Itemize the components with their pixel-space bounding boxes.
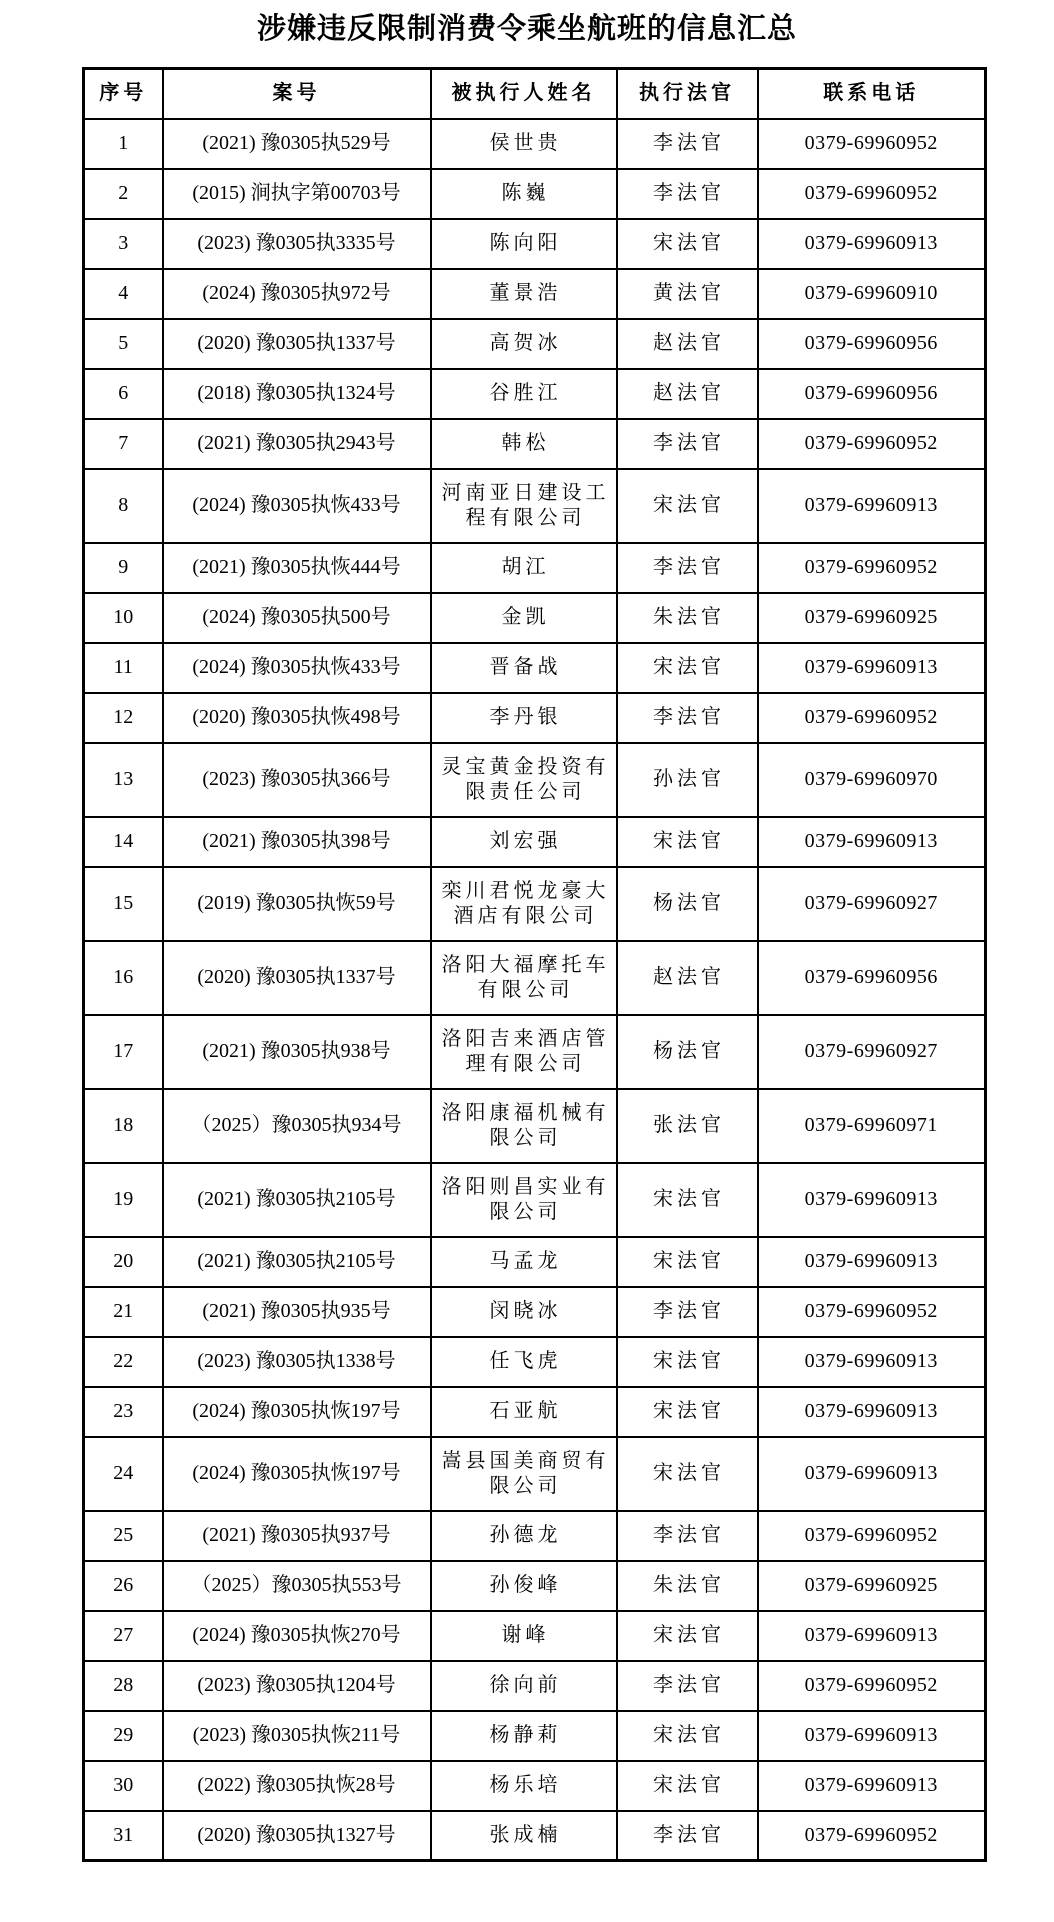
cell-phone: 0379-69960956 <box>758 319 986 369</box>
cell-seq: 20 <box>84 1237 163 1287</box>
cell-name: 高贺冰 <box>431 319 617 369</box>
cell-judge: 宋法官 <box>617 469 758 543</box>
cell-phone: 0379-69960971 <box>758 1089 986 1163</box>
table-row <box>84 1089 986 1163</box>
cell-seq: 10 <box>84 593 163 643</box>
cell-judge: 李法官 <box>617 119 758 169</box>
cell-phone: 0379-69960910 <box>758 269 986 319</box>
cell-judge: 赵法官 <box>617 369 758 419</box>
cell-case-no: (2024) 豫0305执恢197号 <box>163 1387 431 1437</box>
cell-judge: 宋法官 <box>617 1611 758 1661</box>
cell-case-no: （2025）豫0305执934号 <box>163 1089 431 1163</box>
cell-judge: 宋法官 <box>617 1437 758 1511</box>
cell-name: 孙俊峰 <box>431 1561 617 1611</box>
cell-seq: 14 <box>84 817 163 867</box>
table-row <box>84 1437 986 1511</box>
cell-judge: 宋法官 <box>617 1163 758 1237</box>
cell-seq: 29 <box>84 1711 163 1761</box>
table-row <box>84 469 986 543</box>
flight-violation-table <box>82 67 987 1862</box>
cell-name: 灵宝黄金投资有限责任公司 <box>431 743 617 817</box>
cell-judge: 李法官 <box>617 1811 758 1861</box>
cell-name: 陈向阳 <box>431 219 617 269</box>
cell-name: 孙德龙 <box>431 1511 617 1561</box>
cell-case-no: (2024) 豫0305执恢433号 <box>163 469 431 543</box>
cell-seq: 21 <box>84 1287 163 1337</box>
cell-phone: 0379-69960952 <box>758 1287 986 1337</box>
table-row <box>84 269 986 319</box>
cell-name: 洛阳则昌实业有限公司 <box>431 1163 617 1237</box>
header-case-no: 案号 <box>163 69 431 119</box>
cell-case-no: (2020) 豫0305执1337号 <box>163 319 431 369</box>
cell-name: 胡江 <box>431 543 617 593</box>
table-row <box>84 1163 986 1237</box>
cell-seq: 1 <box>84 119 163 169</box>
cell-case-no: (2021) 豫0305执恢444号 <box>163 543 431 593</box>
cell-case-no: (2019) 豫0305执恢59号 <box>163 867 431 941</box>
cell-name: 栾川君悦龙豪大酒店有限公司 <box>431 867 617 941</box>
cell-phone: 0379-69960927 <box>758 1015 986 1089</box>
cell-judge: 宋法官 <box>617 1237 758 1287</box>
cell-judge: 张法官 <box>617 1089 758 1163</box>
cell-case-no: (2023) 豫0305执1338号 <box>163 1337 431 1387</box>
header-seq: 序号 <box>84 69 163 119</box>
cell-case-no: (2023) 豫0305执1204号 <box>163 1661 431 1711</box>
table-row <box>84 1511 986 1561</box>
cell-phone: 0379-69960970 <box>758 743 986 817</box>
cell-seq: 4 <box>84 269 163 319</box>
cell-judge: 宋法官 <box>617 219 758 269</box>
table-row <box>84 643 986 693</box>
cell-seq: 26 <box>84 1561 163 1611</box>
table-row <box>84 1761 986 1811</box>
cell-case-no: (2024) 豫0305执恢270号 <box>163 1611 431 1661</box>
cell-name: 马孟龙 <box>431 1237 617 1287</box>
cell-case-no: (2021) 豫0305执529号 <box>163 119 431 169</box>
cell-name: 张成楠 <box>431 1811 617 1861</box>
cell-case-no: (2023) 豫0305执366号 <box>163 743 431 817</box>
table-row <box>84 1711 986 1761</box>
cell-seq: 15 <box>84 867 163 941</box>
cell-judge: 李法官 <box>617 543 758 593</box>
cell-seq: 28 <box>84 1661 163 1711</box>
cell-name: 洛阳大福摩托车有限公司 <box>431 941 617 1015</box>
cell-name: 韩松 <box>431 419 617 469</box>
table-row <box>84 1811 986 1861</box>
cell-phone: 0379-69960956 <box>758 941 986 1015</box>
table-body <box>84 119 986 1861</box>
cell-case-no: (2022) 豫0305执恢28号 <box>163 1761 431 1811</box>
cell-case-no: (2020) 豫0305执1327号 <box>163 1811 431 1861</box>
cell-case-no: (2018) 豫0305执1324号 <box>163 369 431 419</box>
table-row <box>84 1287 986 1337</box>
cell-name: 石亚航 <box>431 1387 617 1437</box>
cell-name: 徐向前 <box>431 1661 617 1711</box>
table-row <box>84 1387 986 1437</box>
cell-name: 陈巍 <box>431 169 617 219</box>
cell-case-no: (2021) 豫0305执2105号 <box>163 1237 431 1287</box>
cell-seq: 23 <box>84 1387 163 1437</box>
cell-name: 闵晓冰 <box>431 1287 617 1337</box>
cell-phone: 0379-69960952 <box>758 543 986 593</box>
cell-seq: 9 <box>84 543 163 593</box>
cell-seq: 16 <box>84 941 163 1015</box>
cell-seq: 31 <box>84 1811 163 1861</box>
table-row <box>84 1561 986 1611</box>
cell-seq: 13 <box>84 743 163 817</box>
cell-seq: 6 <box>84 369 163 419</box>
table-row <box>84 693 986 743</box>
cell-name: 洛阳康福机械有限公司 <box>431 1089 617 1163</box>
cell-phone: 0379-69960952 <box>758 169 986 219</box>
table-row <box>84 593 986 643</box>
cell-phone: 0379-69960913 <box>758 1337 986 1387</box>
cell-judge: 李法官 <box>617 1661 758 1711</box>
cell-phone: 0379-69960913 <box>758 1711 986 1761</box>
cell-name: 任飞虎 <box>431 1337 617 1387</box>
cell-phone: 0379-69960913 <box>758 1437 986 1511</box>
cell-case-no: (2020) 豫0305执1337号 <box>163 941 431 1015</box>
cell-case-no: (2024) 豫0305执500号 <box>163 593 431 643</box>
table-row <box>84 319 986 369</box>
cell-name: 河南亚日建设工程有限公司 <box>431 469 617 543</box>
table-row <box>84 743 986 817</box>
table-row <box>84 1237 986 1287</box>
table-row <box>84 1661 986 1711</box>
cell-phone: 0379-69960956 <box>758 369 986 419</box>
cell-name: 嵩县国美商贸有限公司 <box>431 1437 617 1511</box>
cell-judge: 宋法官 <box>617 1337 758 1387</box>
table-row <box>84 1611 986 1661</box>
table-row <box>84 119 986 169</box>
cell-case-no: (2023) 豫0305执恢211号 <box>163 1711 431 1761</box>
cell-judge: 朱法官 <box>617 1561 758 1611</box>
table-row <box>84 817 986 867</box>
table-row <box>84 1337 986 1387</box>
cell-name: 杨乐培 <box>431 1761 617 1811</box>
cell-case-no: (2024) 豫0305执恢433号 <box>163 643 431 693</box>
cell-phone: 0379-69960952 <box>758 419 986 469</box>
cell-judge: 宋法官 <box>617 1761 758 1811</box>
cell-phone: 0379-69960913 <box>758 643 986 693</box>
cell-seq: 24 <box>84 1437 163 1511</box>
cell-name: 刘宏强 <box>431 817 617 867</box>
cell-phone: 0379-69960913 <box>758 1237 986 1287</box>
cell-judge: 宋法官 <box>617 1387 758 1437</box>
cell-name: 杨静莉 <box>431 1711 617 1761</box>
cell-seq: 11 <box>84 643 163 693</box>
cell-judge: 李法官 <box>617 693 758 743</box>
table-row <box>84 543 986 593</box>
table-row <box>84 1015 986 1089</box>
page-title: 涉嫌违反限制消费令乘坐航班的信息汇总 <box>256 13 797 45</box>
cell-judge: 李法官 <box>617 419 758 469</box>
cell-case-no: （2025）豫0305执553号 <box>163 1561 431 1611</box>
cell-seq: 2 <box>84 169 163 219</box>
cell-judge: 宋法官 <box>617 1711 758 1761</box>
cell-name: 晋备战 <box>431 643 617 693</box>
cell-phone: 0379-69960927 <box>758 867 986 941</box>
header-phone: 联系电话 <box>758 69 986 119</box>
cell-seq: 30 <box>84 1761 163 1811</box>
cell-seq: 27 <box>84 1611 163 1661</box>
cell-judge: 李法官 <box>617 1287 758 1337</box>
cell-case-no: (2021) 豫0305执935号 <box>163 1287 431 1337</box>
cell-seq: 25 <box>84 1511 163 1561</box>
cell-phone: 0379-69960952 <box>758 1661 986 1711</box>
cell-judge: 宋法官 <box>617 817 758 867</box>
cell-case-no: (2023) 豫0305执3335号 <box>163 219 431 269</box>
cell-judge: 杨法官 <box>617 1015 758 1089</box>
cell-name: 金凯 <box>431 593 617 643</box>
cell-seq: 8 <box>84 469 163 543</box>
cell-phone: 0379-69960925 <box>758 1561 986 1611</box>
header-name: 被执行人姓名 <box>431 69 617 119</box>
table-header-row <box>84 69 986 119</box>
cell-name: 谷胜江 <box>431 369 617 419</box>
cell-phone: 0379-69960913 <box>758 817 986 867</box>
cell-case-no: (2020) 豫0305执恢498号 <box>163 693 431 743</box>
cell-judge: 杨法官 <box>617 867 758 941</box>
cell-name: 侯世贵 <box>431 119 617 169</box>
cell-judge: 赵法官 <box>617 319 758 369</box>
cell-seq: 12 <box>84 693 163 743</box>
cell-phone: 0379-69960913 <box>758 469 986 543</box>
cell-phone: 0379-69960952 <box>758 1811 986 1861</box>
cell-case-no: (2021) 豫0305执2943号 <box>163 419 431 469</box>
table-row <box>84 419 986 469</box>
cell-judge: 赵法官 <box>617 941 758 1015</box>
cell-phone: 0379-69960913 <box>758 1387 986 1437</box>
cell-phone: 0379-69960925 <box>758 593 986 643</box>
cell-name: 洛阳吉来酒店管理有限公司 <box>431 1015 617 1089</box>
cell-name: 董景浩 <box>431 269 617 319</box>
cell-phone: 0379-69960952 <box>758 1511 986 1561</box>
cell-case-no: (2015) 涧执字第00703号 <box>163 169 431 219</box>
cell-seq: 19 <box>84 1163 163 1237</box>
cell-phone: 0379-69960913 <box>758 1761 986 1811</box>
cell-judge: 李法官 <box>617 1511 758 1561</box>
cell-seq: 22 <box>84 1337 163 1387</box>
table-row <box>84 169 986 219</box>
cell-name: 李丹银 <box>431 693 617 743</box>
table-row <box>84 369 986 419</box>
cell-phone: 0379-69960913 <box>758 1163 986 1237</box>
cell-seq: 18 <box>84 1089 163 1163</box>
cell-case-no: (2024) 豫0305执972号 <box>163 269 431 319</box>
cell-seq: 7 <box>84 419 163 469</box>
cell-judge: 黄法官 <box>617 269 758 319</box>
cell-judge: 孙法官 <box>617 743 758 817</box>
cell-case-no: (2021) 豫0305执398号 <box>163 817 431 867</box>
cell-phone: 0379-69960952 <box>758 693 986 743</box>
table-row <box>84 219 986 269</box>
cell-case-no: (2021) 豫0305执2105号 <box>163 1163 431 1237</box>
cell-phone: 0379-69960913 <box>758 1611 986 1661</box>
cell-name: 谢峰 <box>431 1611 617 1661</box>
table-header <box>84 69 986 119</box>
table-row <box>84 941 986 1015</box>
cell-case-no: (2024) 豫0305执恢197号 <box>163 1437 431 1511</box>
cell-seq: 3 <box>84 219 163 269</box>
cell-seq: 17 <box>84 1015 163 1089</box>
cell-phone: 0379-69960913 <box>758 219 986 269</box>
cell-judge: 宋法官 <box>617 643 758 693</box>
cell-case-no: (2021) 豫0305执938号 <box>163 1015 431 1089</box>
cell-seq: 5 <box>84 319 163 369</box>
cell-phone: 0379-69960952 <box>758 119 986 169</box>
cell-judge: 李法官 <box>617 169 758 219</box>
cell-judge: 朱法官 <box>617 593 758 643</box>
cell-case-no: (2021) 豫0305执937号 <box>163 1511 431 1561</box>
header-judge: 执行法官 <box>617 69 758 119</box>
table-row <box>84 867 986 941</box>
